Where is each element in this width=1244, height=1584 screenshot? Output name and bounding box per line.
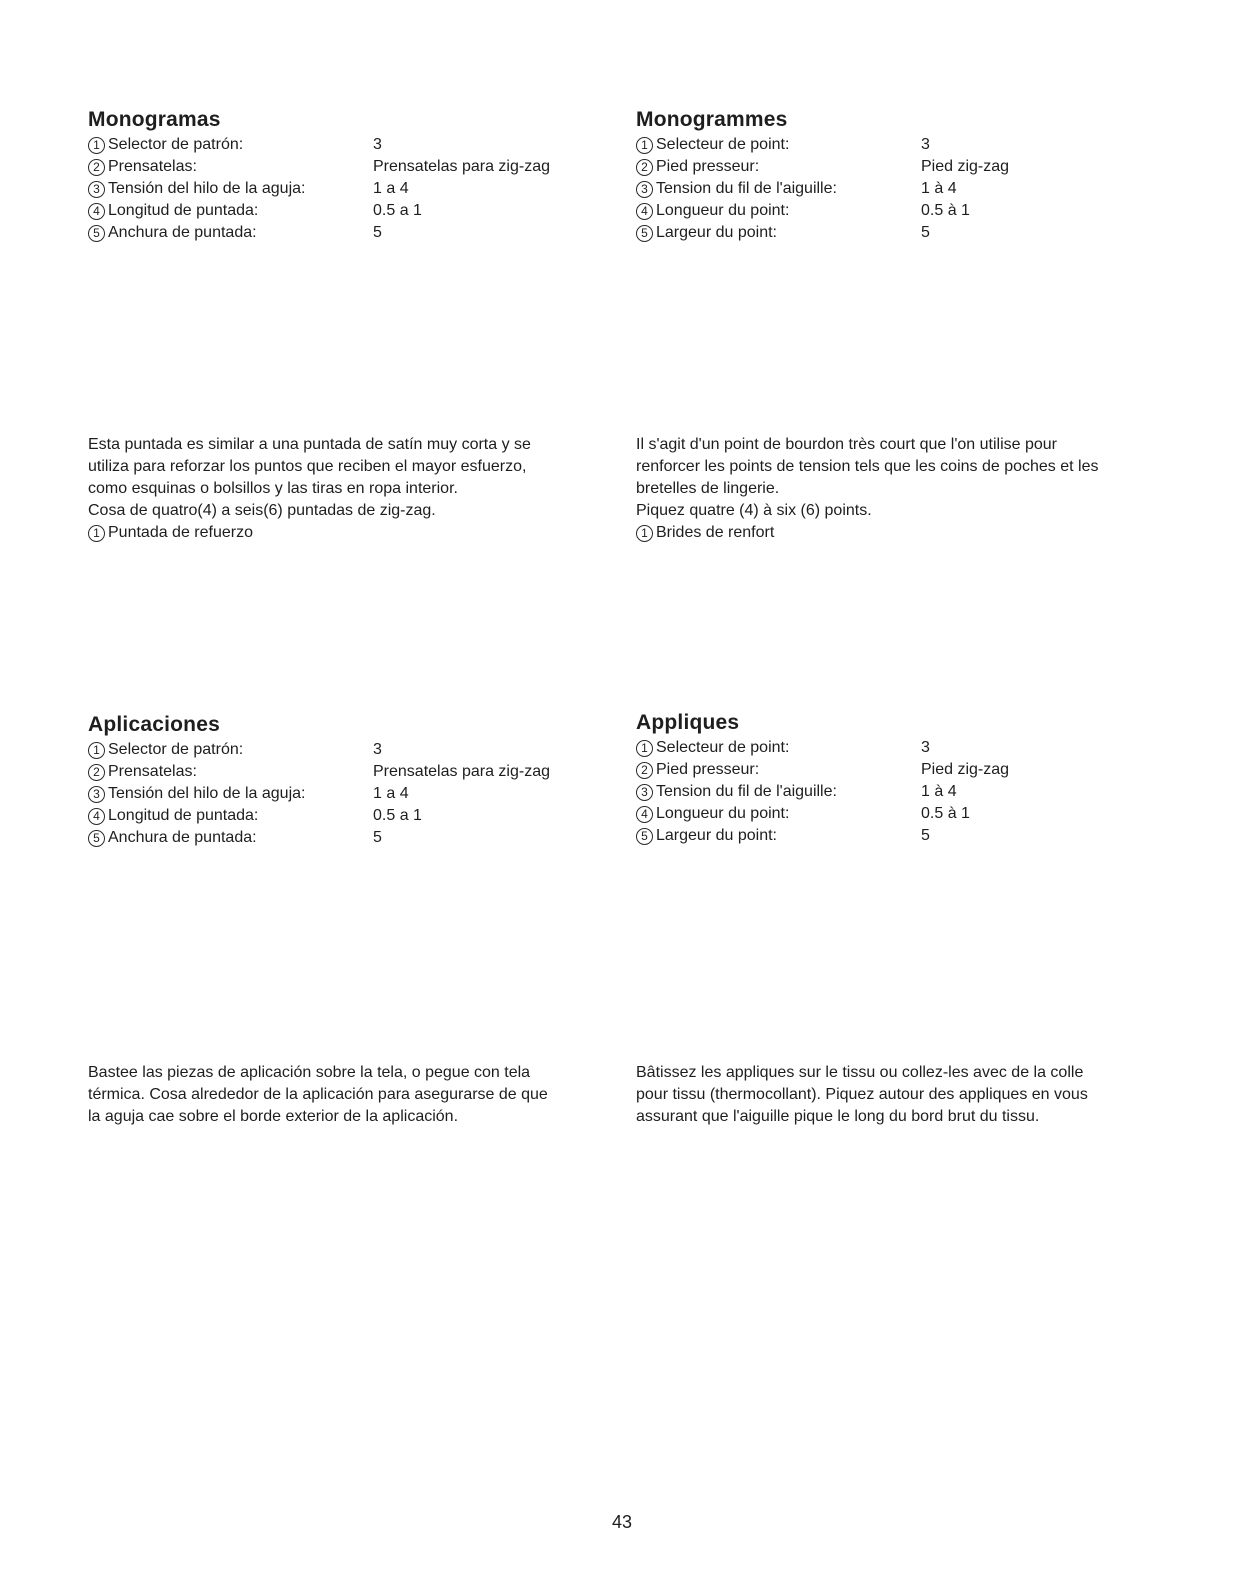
- appliques-section: [636, 711, 1166, 847]
- setting-label: Anchura de puntada:: [108, 224, 257, 241]
- setting-value: 1 à 4: [921, 180, 957, 197]
- setting-value: Prensatelas para zig-zag: [373, 158, 550, 175]
- setting-value: 0.5 a 1: [373, 202, 422, 219]
- setting-row: [88, 827, 618, 849]
- text-line: assurant que l'aiguille pique le long du bord brut du tissu.: [636, 1108, 1040, 1125]
- circled-number: 2: [88, 764, 105, 781]
- monogrammes-section: [636, 108, 1166, 244]
- circled-number: 5: [636, 828, 653, 845]
- circled-number: 5: [88, 830, 105, 847]
- text-line: pour tissu (thermocollant). Piquez autour des appliques en vous: [636, 1086, 1088, 1103]
- aplicaciones-paragraph: [88, 1062, 618, 1128]
- setting-label: Selector de patrón:: [108, 741, 244, 758]
- section-heading: Appliques: [636, 711, 740, 734]
- setting-row: [636, 825, 1166, 847]
- figure-note: [636, 522, 1176, 544]
- settings-list: [88, 134, 618, 244]
- setting-row: [88, 156, 618, 178]
- circled-number: 3: [88, 181, 105, 198]
- setting-row: [636, 178, 1166, 200]
- setting-value: 3: [373, 136, 382, 153]
- text-line: Cosa de quatro(4) a seis(6) puntadas de zig-zag.: [88, 502, 436, 519]
- text-line: la aguja cae sobre el borde exterior de la aplicación.: [88, 1108, 459, 1125]
- setting-value: 1 a 4: [373, 180, 409, 197]
- text-line: como esquinas o bolsillos y las tiras en ropa interior.: [88, 480, 458, 497]
- circled-number: 1: [636, 740, 653, 757]
- setting-label: Pied presseur:: [656, 761, 760, 778]
- paragraph: [88, 1062, 618, 1128]
- circled-number: 4: [636, 806, 653, 823]
- circled-number: 1: [88, 742, 105, 759]
- setting-row: [636, 737, 1166, 759]
- setting-label: Tensión del hilo de la aguja:: [108, 785, 306, 802]
- text-line: Bastee las piezas de aplicación sobre la tela, o pegue con tela: [88, 1064, 531, 1081]
- figure-note: [88, 522, 618, 544]
- text-line: Piquez quatre (4) à six (6) points.: [636, 502, 872, 519]
- circled-number: 1: [88, 525, 105, 542]
- setting-value: 5: [921, 224, 930, 241]
- settings-list: [88, 739, 618, 849]
- setting-row: [88, 200, 618, 222]
- setting-label: Largeur du point:: [656, 827, 777, 844]
- setting-row: [88, 739, 618, 761]
- setting-row: [636, 156, 1166, 178]
- setting-label: Tension du fil de l'aiguille:: [656, 783, 837, 800]
- setting-value: 3: [921, 739, 930, 756]
- setting-value: 3: [373, 741, 382, 758]
- setting-label: Prensatelas:: [108, 763, 197, 780]
- circled-number: 4: [636, 203, 653, 220]
- circled-number: 2: [88, 159, 105, 176]
- setting-label: Longitud de puntada:: [108, 202, 259, 219]
- circled-number: 4: [88, 808, 105, 825]
- circled-number: 5: [636, 225, 653, 242]
- page-number: 43: [611, 1512, 633, 1532]
- setting-row: [636, 781, 1166, 803]
- aplicaciones-section: [88, 713, 618, 849]
- text-line: Il s'agit d'un point de bourdon très court que l'on utilise pour: [636, 436, 1057, 453]
- setting-value: 0.5 à 1: [921, 202, 970, 219]
- setting-label: Selecteur de point:: [656, 136, 790, 153]
- setting-row: [88, 761, 618, 783]
- text-line: Bâtissez les appliques sur le tissu ou collez-les avec de la colle: [636, 1064, 1084, 1081]
- text-line: bretelles de lingerie.: [636, 480, 780, 497]
- circled-number: 3: [88, 786, 105, 803]
- setting-label: Selecteur de point:: [656, 739, 790, 756]
- appliques-paragraph: [636, 1062, 1176, 1128]
- circled-number: 3: [636, 181, 653, 198]
- setting-label: Tension du fil de l'aiguille:: [656, 180, 837, 197]
- setting-value: Pied zig-zag: [921, 158, 1010, 175]
- text-line: térmica. Cosa alrededor de la aplicación para asegurarse de que: [88, 1086, 548, 1103]
- circled-number: 2: [636, 762, 653, 779]
- setting-row: [88, 222, 618, 244]
- setting-label: Prensatelas:: [108, 158, 197, 175]
- circled-number: 5: [88, 225, 105, 242]
- note-text: Brides de renfort: [656, 524, 775, 541]
- setting-label: Longitud de puntada:: [108, 807, 259, 824]
- paragraph: [636, 1062, 1176, 1128]
- setting-value: 5: [373, 829, 382, 846]
- setting-row: [636, 759, 1166, 781]
- setting-value: 1 à 4: [921, 783, 957, 800]
- circled-number: 1: [636, 525, 653, 542]
- setting-row: [88, 134, 618, 156]
- circled-number: 1: [636, 137, 653, 154]
- paragraph: [636, 434, 1176, 522]
- setting-row: [636, 803, 1166, 825]
- setting-row: [636, 222, 1166, 244]
- setting-label: Longueur du point:: [656, 202, 790, 219]
- setting-row: [636, 134, 1166, 156]
- setting-label: Pied presseur:: [656, 158, 760, 175]
- setting-label: Largeur du point:: [656, 224, 777, 241]
- setting-value: 1 a 4: [373, 785, 409, 802]
- settings-list: [636, 134, 1166, 244]
- section-heading: Monogrammes: [636, 108, 788, 131]
- setting-value: Pied zig-zag: [921, 761, 1010, 778]
- note-text: Puntada de refuerzo: [108, 524, 253, 541]
- text-line: utiliza para reforzar los puntos que reciben el mayor esfuerzo,: [88, 458, 527, 475]
- setting-value: Prensatelas para zig-zag: [373, 763, 550, 780]
- circled-number: 3: [636, 784, 653, 801]
- section-heading: Aplicaciones: [88, 713, 220, 736]
- renfort-paragraph: [636, 434, 1176, 544]
- setting-value: 3: [921, 136, 930, 153]
- setting-value: 0.5 à 1: [921, 805, 970, 822]
- settings-list: [636, 737, 1166, 847]
- circled-number: 1: [88, 137, 105, 154]
- setting-label: Selector de patrón:: [108, 136, 244, 153]
- text-line: Esta puntada es similar a una puntada de satín muy corta y se: [88, 436, 531, 453]
- refuerzo-paragraph: [88, 434, 618, 544]
- setting-value: 0.5 a 1: [373, 807, 422, 824]
- setting-label: Anchura de puntada:: [108, 829, 257, 846]
- circled-number: 2: [636, 159, 653, 176]
- setting-row: [88, 805, 618, 827]
- circled-number: 4: [88, 203, 105, 220]
- setting-label: Longueur du point:: [656, 805, 790, 822]
- section-heading: Monogramas: [88, 108, 221, 131]
- setting-row: [88, 783, 618, 805]
- setting-label: Tensión del hilo de la aguja:: [108, 180, 306, 197]
- monogramas-section: [88, 108, 618, 244]
- setting-row: [636, 200, 1166, 222]
- setting-value: 5: [921, 827, 930, 844]
- setting-value: 5: [373, 224, 382, 241]
- setting-row: [88, 178, 618, 200]
- paragraph: [88, 434, 618, 522]
- text-line: renforcer les points de tension tels que les coins de poches et les: [636, 458, 1099, 475]
